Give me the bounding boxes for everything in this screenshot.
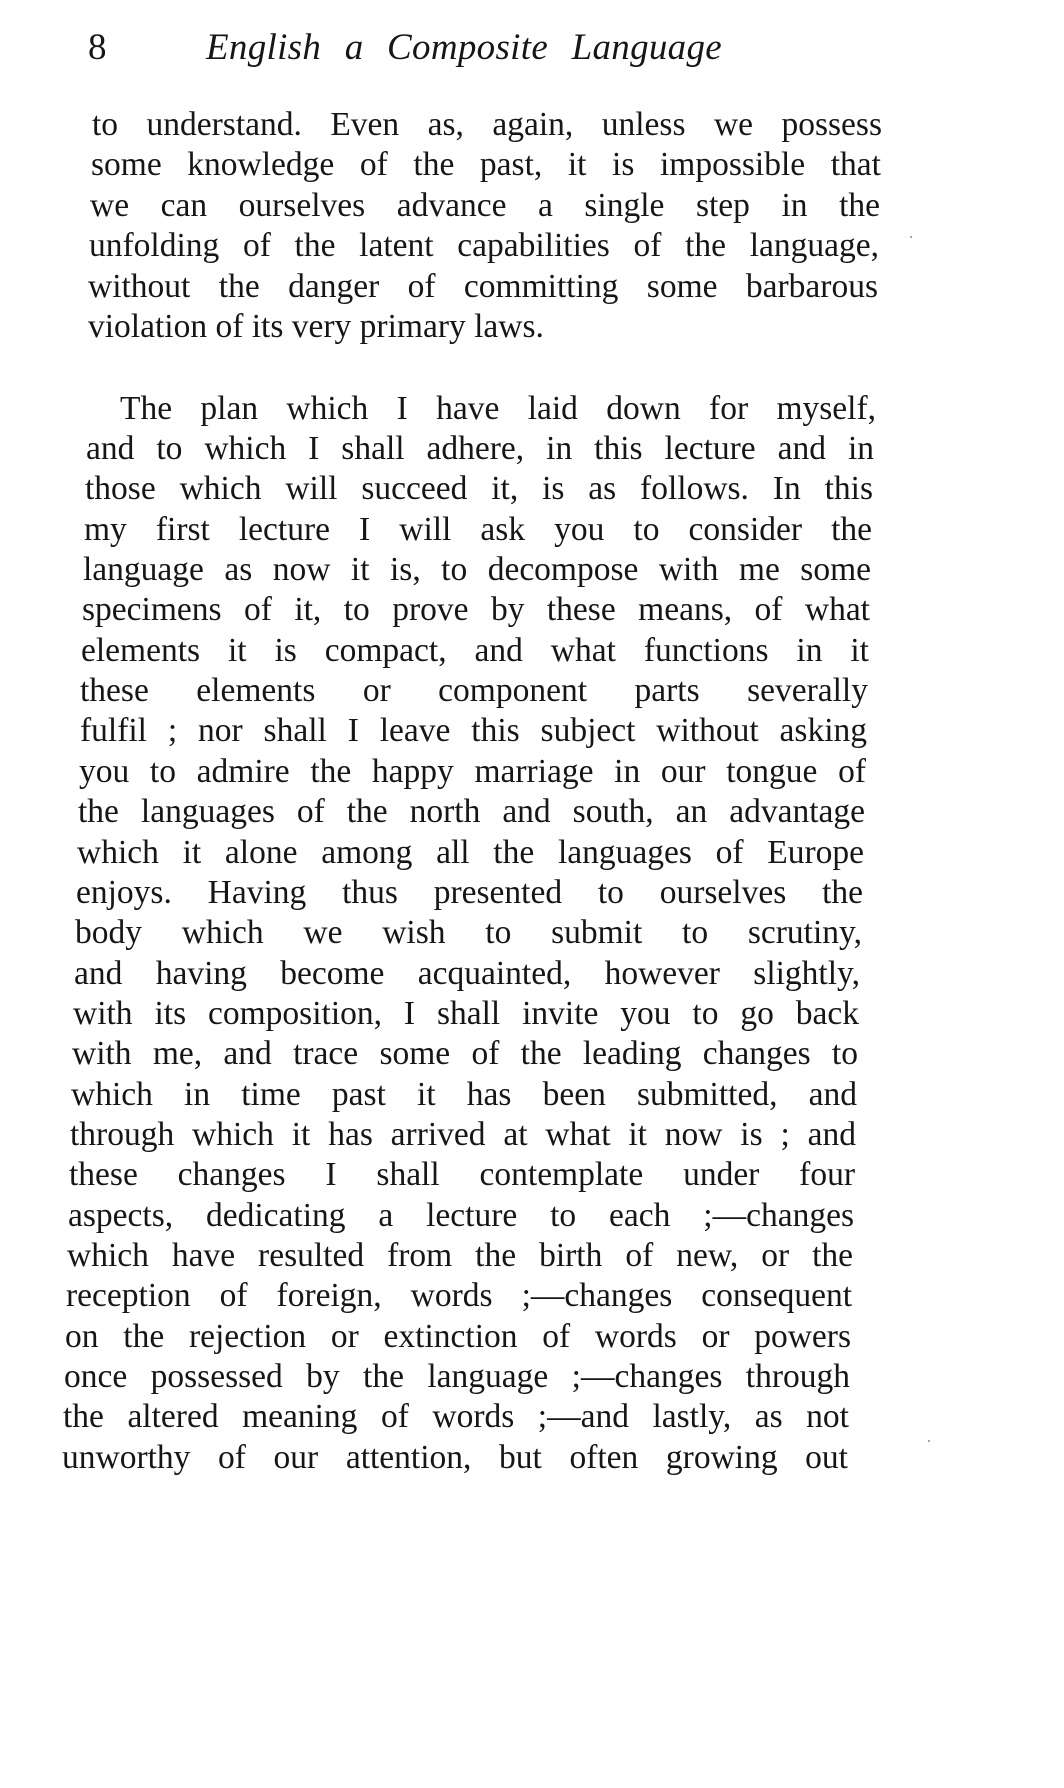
text-line: which have resulted from the birth of new, or the — [67, 1237, 853, 1274]
text-line: with me, and trace some of the leading changes to — [72, 1035, 858, 1072]
text-line: which it alone among all the languages of Europe — [77, 834, 864, 871]
text-line: these elements or component parts severally — [80, 672, 868, 709]
text-line: you to admire the happy marriage in our tongue of — [79, 753, 866, 790]
text-line: we can ourselves advance a single step in the — [90, 187, 880, 224]
text-line: body which we wish to submit to scrutiny, — [75, 914, 862, 951]
text-line: without the danger of committing some barbarous — [88, 268, 878, 305]
text-line: with its composition, I shall invite you to go back — [73, 995, 859, 1032]
text-line: some knowledge of the past, it is impossible that — [91, 146, 881, 183]
text-line: language as now it is, to decompose with me some — [83, 551, 871, 588]
text-line: the altered meaning of words ;—and lastly, as not — [63, 1398, 849, 1435]
text-line: and to which I shall adhere, in this lecture and in — [86, 430, 874, 467]
text-line: once possessed by the language ;—changes through — [64, 1358, 850, 1395]
text-line: these changes I shall contemplate under four — [69, 1156, 855, 1193]
text-line: aspects, dedicating a lecture to each ;—changes — [68, 1197, 854, 1234]
text-line: unworthy of our attention, but often growing out — [62, 1439, 848, 1476]
text-line: those which will succeed it, is as follows. In this — [85, 470, 873, 507]
text-line: violation of its very primary laws. — [88, 308, 544, 345]
scan-speck — [928, 1440, 930, 1442]
text-line: fulfil ; nor shall I leave this subject without asking — [80, 712, 867, 749]
scan-speck — [910, 236, 912, 238]
running-head — [88, 24, 788, 72]
text-line: The plan which I have laid down for myself, — [120, 390, 876, 427]
text-line: on the rejection or extinction of words or powers — [65, 1318, 851, 1355]
text-line: and having become acquainted, however slightly, — [74, 955, 860, 992]
text-line: my first lecture I will ask you to consider the — [84, 511, 872, 548]
text-line: unfolding of the latent capabilities of the language, — [89, 227, 879, 264]
text-line: through which it has arrived at what it now is ; and — [70, 1116, 856, 1153]
text-line: specimens of it, to prove by these means, of what — [82, 591, 870, 628]
text-line: elements it is compact, and what functions in it — [81, 632, 869, 669]
text-line: the languages of the north and south, an advantage — [78, 793, 865, 830]
text-line: reception of foreign, words ;—changes consequent — [66, 1277, 852, 1314]
text-line: enjoys. Having thus presented to ourselves the — [76, 874, 863, 911]
text-line: which in time past it has been submitted, and — [71, 1076, 857, 1113]
text-line: to understand. Even as, again, unless we possess — [92, 106, 882, 143]
running-title: English a Composite Language — [206, 27, 722, 68]
page-number: 8 — [88, 27, 107, 68]
